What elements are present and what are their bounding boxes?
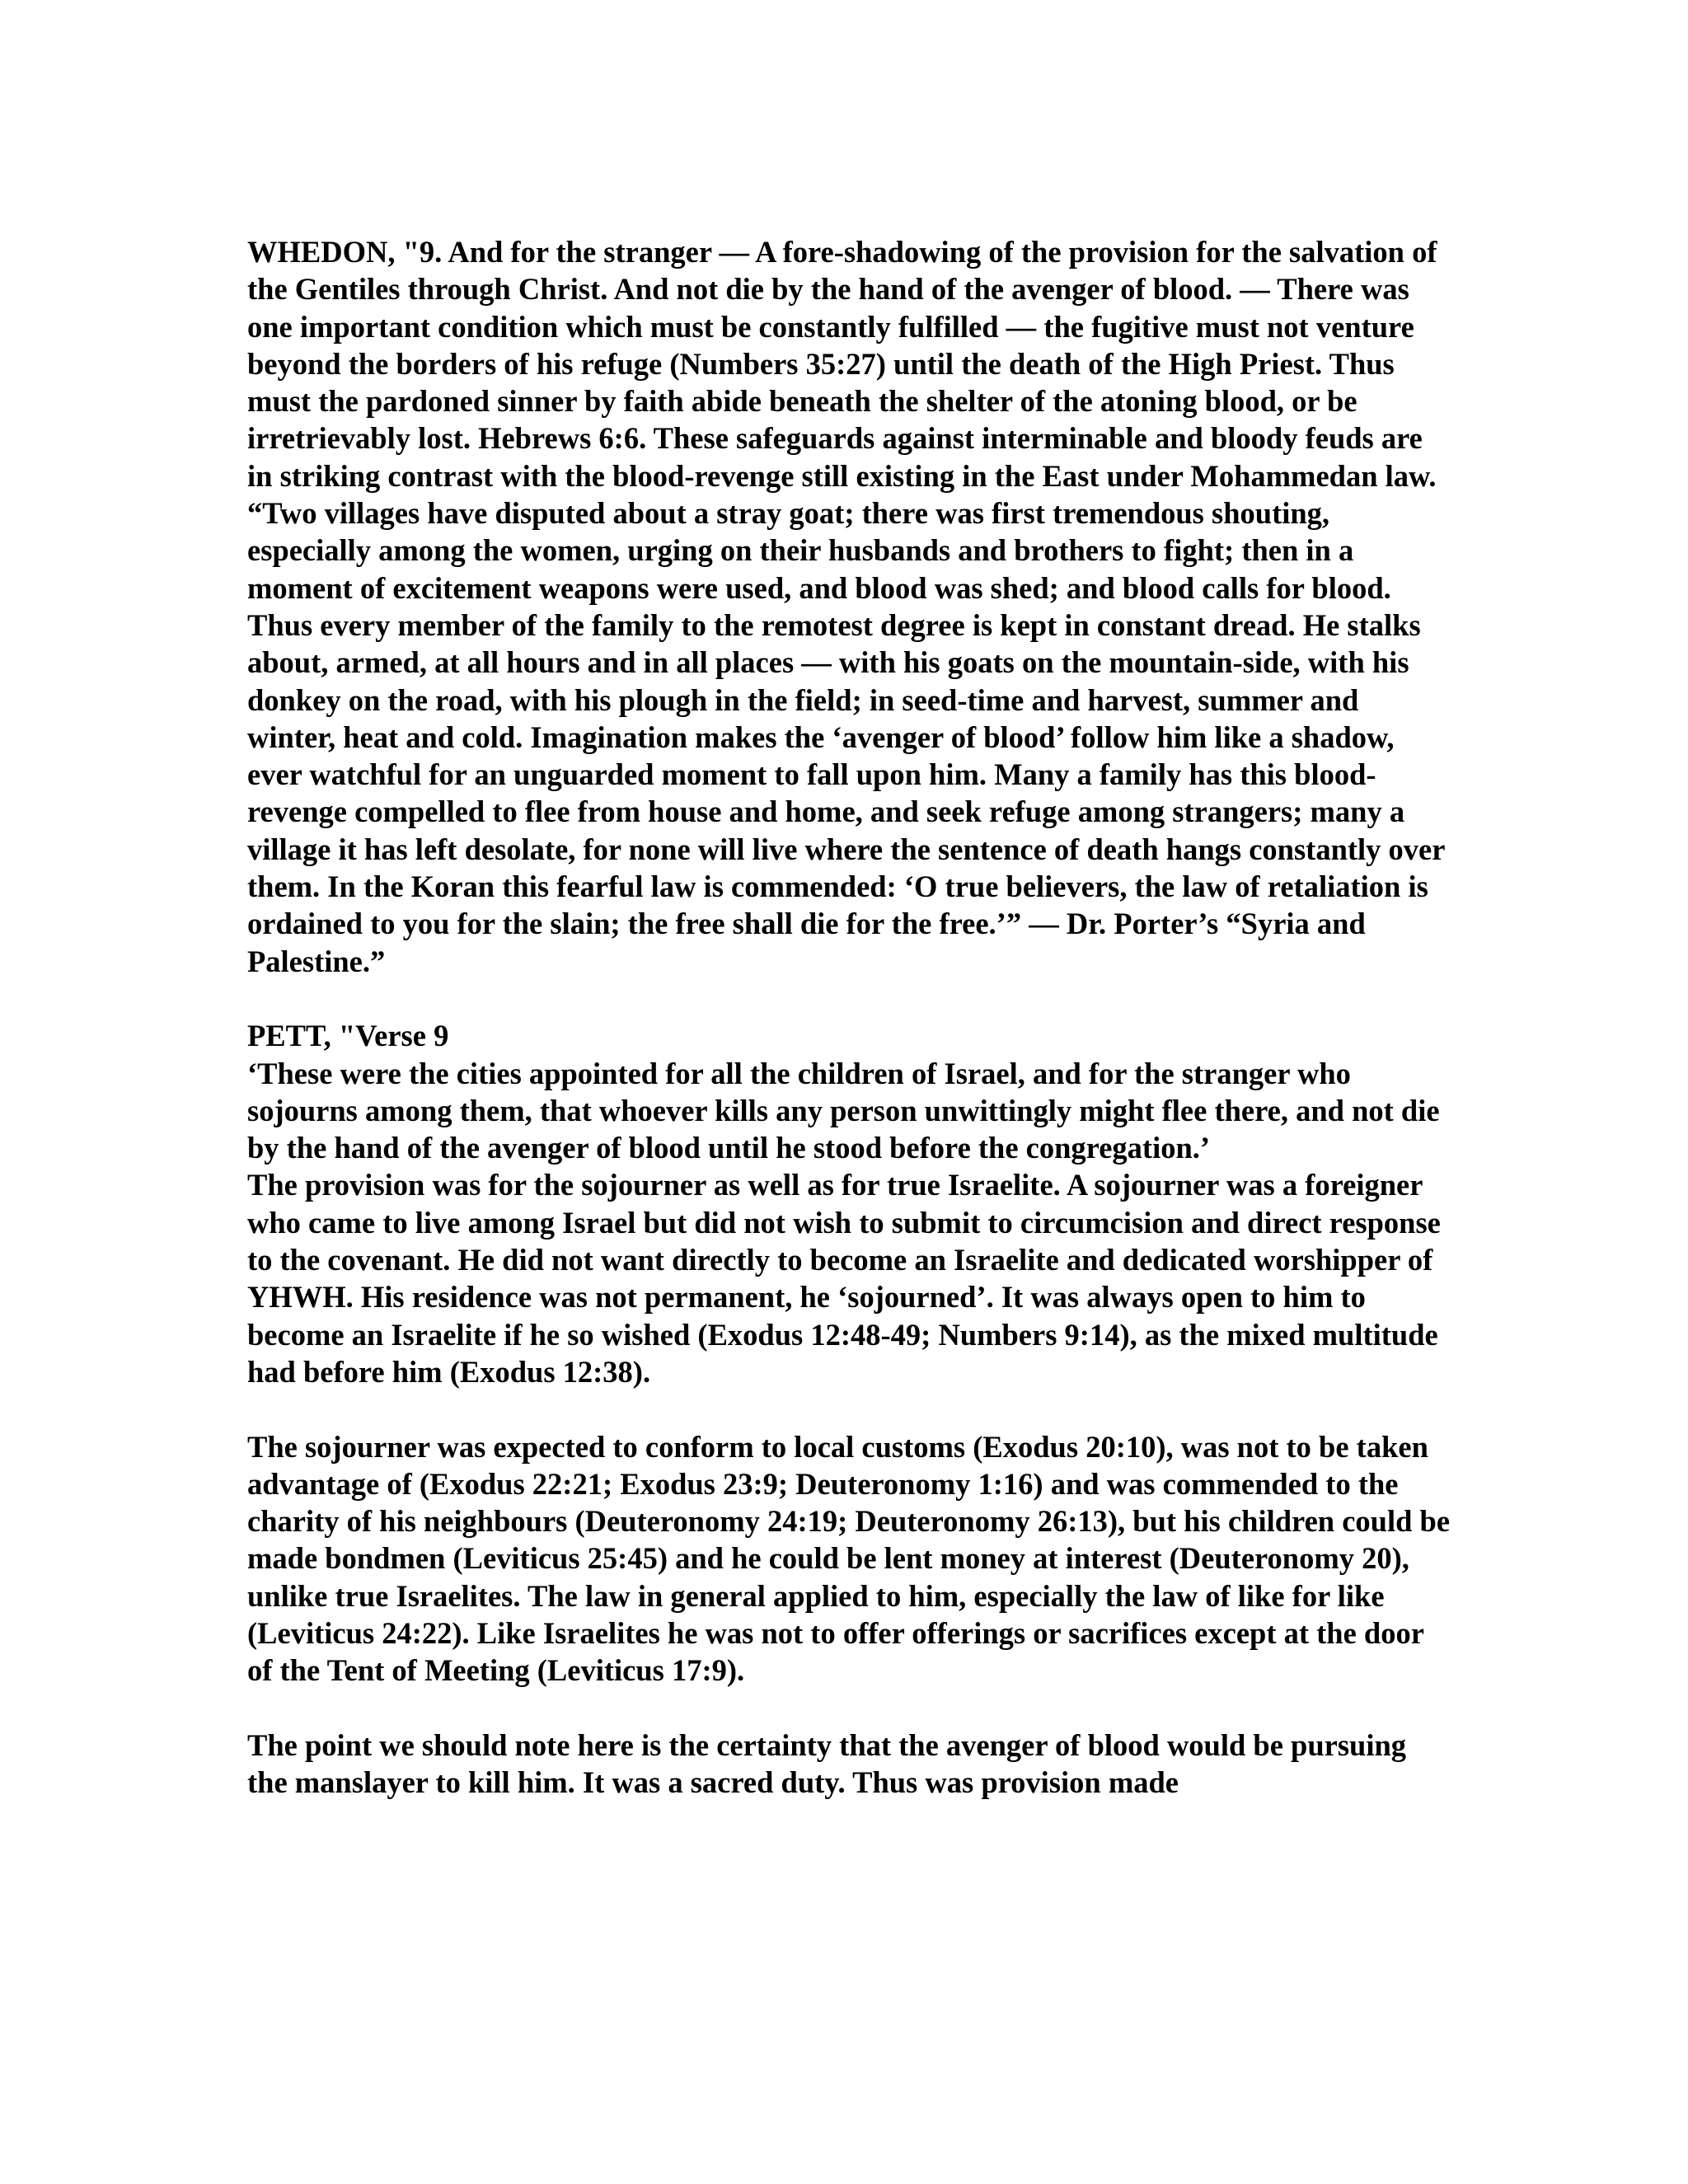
pett-paragraph-customs: The sojourner was expected to conform to local customs (Exodus 20:10), was not to be taken advantage of (Exodus 22:21; Exodus 23:9; Deuteronomy 1:16) and was commended to the charity of his neighbours (Deuteronomy 24:19; Deuteronomy 26:13), but his children could be made bondmen (Leviticus 25:45) and he could be lent money at interest (Deuteronomy 20), unlike true Israelites. The law in general applied to him, especially the law of like for like (Leviticus 24:22). Like Israelites he was not to offer offerings or sacrifices except at the door of the Tent of Meeting (Leviticus 17:9). xyxy=(247,1429,1451,1688)
paragraph-spacer xyxy=(247,1390,1451,1427)
paragraph-spacer xyxy=(247,980,1451,1017)
pett-scripture-quote: ‘These were the cities appointed for all the children of Israel, and for the stranger who sojourns among them, that whoever kills any person unwittingly might flee there, and not die by the hand of the avenger of blood until he stood before the congregation.’ xyxy=(247,1056,1440,1165)
document-body xyxy=(247,233,1451,1801)
pett-paragraph-sojourner: The provision was for the sojourner as well as for true Israelite. A sojourner was a foreigner who came to live among Israel but did not wish to submit to circumcision and direct response to the covenant. He did not want directly to become an Israelite and dedicated worshipper of YHWH. His residence was not permanent, he ‘sojourned’. It was always open to him to become an Israelite if he so wished (Exodus 12:48-49; Numbers 9:14), as the mixed multitude had before him (Exodus 12:38). xyxy=(247,1168,1441,1389)
paragraph-spacer xyxy=(247,1690,1451,1727)
pett-paragraph-avenger: The point we should note here is the certainty that the avenger of blood would be pursuing the manslayer to kill him. It was a sacred duty. Thus was provision made xyxy=(247,1727,1407,1800)
whedon-commentary-paragraph: WHEDON, "9. And for the stranger — A fore-shadowing of the provision for the salvation of the Gentiles through Christ. And not die by the hand of the avenger of blood. — There was one important condition which must be constantly fulfilled — the fugitive must not venture beyond the borders of his refuge (Numbers 35:27) until the death of the High Priest. Thus must the pardoned sinner by faith abide beneath the shelter of the atoning blood, or be irretrievably lost. Hebrews 6:6. These safeguards against interminable and bloody feuds are in striking contrast with the blood-revenge still existing in the East under Mohammedan law. “Two villages have disputed about a stray goat; there was first tremendous shouting, especially among the women, urging on their husbands and brothers to fight; then in a moment of excitement weapons were used, and blood was shed; and blood calls for blood. Thus every member of the family to the remotest degree is kept in constant dread. He stalks about, armed, at all hours and in all places — with his goats on the mountain-side, with his donkey on the road, with his plough in the field; in seed-time and harvest, summer and winter, heat and cold. Imagination makes the ‘avenger of blood’ follow him like a shadow, ever watchful for an unguarded moment to fall upon him. Many a family has this blood-revenge compelled to flee from house and home, and seek refuge among strangers; many a village it has left desolate, for none will live where the sentence of death hangs constantly over them. In the Koran this fearful law is commended: ‘O true believers, the law of retaliation is ordained to you for the slain; the free shall die for the free.’” — Dr. Porter’s “Syria and Palestine.” xyxy=(247,235,1445,978)
pett-heading: PETT, "Verse 9 xyxy=(247,1019,449,1053)
